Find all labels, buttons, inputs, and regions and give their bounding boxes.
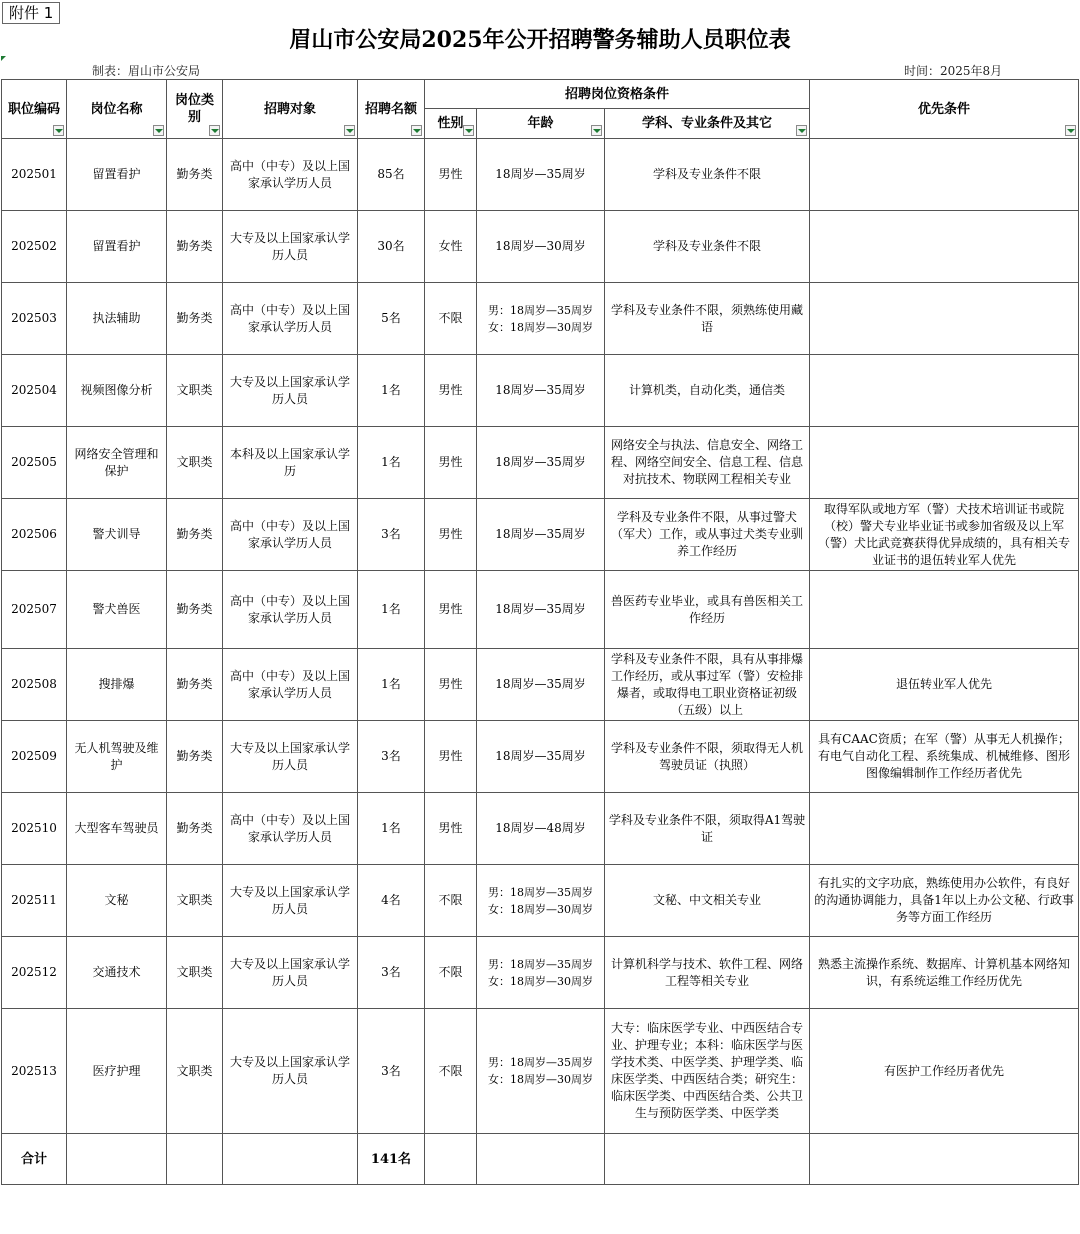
recruit-target-cell: 高中（中专）及以上国家承认学历人员: [223, 649, 358, 721]
header-qualifications: [425, 80, 810, 109]
table-row: [2, 139, 1079, 211]
total-row: [2, 1134, 1079, 1185]
priority-cell: 有扎实的文字功底，熟练使用办公软件，有良好的沟通协调能力，具备1年以上办公文秘、行政事务等方面工作经历: [810, 865, 1079, 937]
table-row: [2, 649, 1079, 721]
recruit-quota-cell: 4名: [358, 865, 425, 937]
gender-cell: 男性: [425, 721, 477, 793]
recruit-target-cell: 大专及以上国家承认学历人员: [223, 937, 358, 1009]
age-female-range: 女：18周岁—30周岁: [488, 320, 593, 334]
position-category-cell: 勤务类: [167, 721, 223, 793]
total-label: 合计: [2, 1134, 67, 1185]
gender-cell: 男性: [425, 139, 477, 211]
header-target: [223, 80, 358, 139]
age-female-range: 女：18周岁—30周岁: [488, 974, 593, 988]
recruit-quota-cell: 1名: [358, 649, 425, 721]
position-code-cell: 202502: [2, 211, 67, 283]
header-major-label: 学科、专业条件及其它: [642, 116, 773, 131]
recruit-quota-cell: 5名: [358, 283, 425, 355]
recruit-quota-cell: 3名: [358, 937, 425, 1009]
gender-cell: 男性: [425, 571, 477, 649]
recruit-target-cell: 高中（中专）及以上国家承认学历人员: [223, 139, 358, 211]
major-cell: 学科及专业条件不限，须取得无人机驾驶员证（执照）: [605, 721, 810, 793]
major-cell: 网络安全与执法、信息安全、网络工程、网络空间安全、信息工程、信息对抗技术、物联网工程相关专业: [605, 427, 810, 499]
age-cell: [477, 865, 605, 937]
recruit-target-cell: 大专及以上国家承认学历人员: [223, 211, 358, 283]
major-cell: 兽医药专业毕业，或具有兽医相关工作经历: [605, 571, 810, 649]
header-major: [605, 109, 810, 139]
recruit-target-cell: 高中（中专）及以上国家承认学历人员: [223, 793, 358, 865]
header-age-label: 年龄: [527, 116, 554, 131]
priority-cell: 熟悉主流操作系统、数据库、计算机基本网络知识，有系统运维工作经历优先: [810, 937, 1079, 1009]
header-code-label: 职位编码: [7, 101, 60, 117]
age-cell: [477, 937, 605, 1009]
position-name-cell: 警犬训导: [67, 499, 167, 571]
header-category: [167, 80, 223, 139]
age-cell: [477, 1009, 605, 1134]
major-cell: 大专：临床医学专业、中西医结合专业、护理专业；本科：临床医学与医学技术类、中医学类、护理学类、临床医学类、中西医结合类；研究生：临床医学类、中西医结合类、公共卫生与预防医学类、中医学类: [605, 1009, 810, 1134]
gender-cell: 男性: [425, 499, 477, 571]
position-category-cell: 勤务类: [167, 793, 223, 865]
header-priority: [810, 80, 1079, 139]
filter-dropdown-icon[interactable]: [344, 125, 355, 136]
recruit-quota-cell: 3名: [358, 721, 425, 793]
priority-cell: [810, 427, 1079, 499]
age-cell: 18周岁—35周岁: [477, 139, 605, 211]
position-category-cell: 勤务类: [167, 499, 223, 571]
header-quota-label: 招聘名额: [364, 101, 417, 117]
major-cell: 计算机类，自动化类，通信类: [605, 355, 810, 427]
position-code-cell: 202513: [2, 1009, 67, 1134]
position-code-cell: 202506: [2, 499, 67, 571]
table-row: [2, 571, 1079, 649]
header-quota: [358, 80, 425, 139]
position-category-cell: 文职类: [167, 937, 223, 1009]
priority-cell: [810, 571, 1079, 649]
table-row: [2, 793, 1079, 865]
table-row: [2, 499, 1079, 571]
major-cell: 学科及专业条件不限，具有从事排爆工作经历，或从事过军（警）安检排爆者，或取得电工职业资格证初级（五级）以上: [605, 649, 810, 721]
recruit-quota-cell: 1名: [358, 793, 425, 865]
position-name-cell: 交通技术: [67, 937, 167, 1009]
empty-cell: [425, 1134, 477, 1185]
filter-dropdown-icon[interactable]: [153, 125, 164, 136]
age-female-range: 女：18周岁—30周岁: [488, 902, 593, 916]
age-cell: 18周岁—35周岁: [477, 499, 605, 571]
gender-cell: 不限: [425, 865, 477, 937]
age-male-range: 男：18周岁—35周岁: [488, 303, 593, 317]
priority-cell: 退伍转业军人优先: [810, 649, 1079, 721]
priority-cell: [810, 793, 1079, 865]
major-cell: 学科及专业条件不限: [605, 139, 810, 211]
filter-dropdown-icon[interactable]: [591, 125, 602, 136]
recruit-quota-cell: 1名: [358, 355, 425, 427]
filter-dropdown-icon[interactable]: [411, 125, 422, 136]
priority-cell: [810, 211, 1079, 283]
header-age: [477, 109, 605, 139]
position-code-cell: 202505: [2, 427, 67, 499]
major-cell: 学科及专业条件不限，须熟练使用藏语: [605, 283, 810, 355]
age-cell: 18周岁—30周岁: [477, 211, 605, 283]
recruit-target-cell: 高中（中专）及以上国家承认学历人员: [223, 571, 358, 649]
header-target-label: 招聘对象: [263, 101, 316, 117]
empty-cell: [167, 1134, 223, 1185]
empty-cell: [67, 1134, 167, 1185]
recruit-target-cell: 大专及以上国家承认学历人员: [223, 355, 358, 427]
gender-cell: 男性: [425, 793, 477, 865]
position-name-cell: 无人机驾驶及维护: [67, 721, 167, 793]
gender-cell: 不限: [425, 937, 477, 1009]
positions-table: [1, 79, 1079, 1185]
age-female-range: 女：18周岁—30周岁: [488, 1073, 593, 1086]
priority-cell: 有医护工作经历者优先: [810, 1009, 1079, 1134]
empty-cell: [223, 1134, 358, 1185]
age-cell: 18周岁—35周岁: [477, 355, 605, 427]
filter-dropdown-icon[interactable]: [53, 125, 64, 136]
maker-label: 制表：眉山市公安局: [92, 64, 201, 78]
header-name: [67, 80, 167, 139]
position-name-cell: 留置看护: [67, 211, 167, 283]
position-category-cell: 文职类: [167, 427, 223, 499]
age-male-range: 男：18周岁—35周岁: [488, 957, 593, 971]
age-male-range: 男：18周岁—35周岁: [488, 1056, 593, 1069]
age-cell: 18周岁—35周岁: [477, 649, 605, 721]
recruit-target-cell: 本科及以上国家承认学历: [223, 427, 358, 499]
gender-cell: 男性: [425, 649, 477, 721]
recruit-quota-cell: 1名: [358, 427, 425, 499]
position-name-cell: 视频图像分析: [67, 355, 167, 427]
position-code-cell: 202504: [2, 355, 67, 427]
position-name-cell: 医疗护理: [67, 1009, 167, 1134]
table-row: [2, 721, 1079, 793]
empty-cell: [477, 1134, 605, 1185]
recruit-quota-cell: 30名: [358, 211, 425, 283]
position-code-cell: 202508: [2, 649, 67, 721]
header-category-label: 岗位类别: [174, 93, 214, 125]
position-category-cell: 勤务类: [167, 283, 223, 355]
recruit-quota-cell: 3名: [358, 499, 425, 571]
age-male-range: 男：18周岁—35周岁: [488, 885, 593, 899]
position-name-cell: 警犬兽医: [67, 571, 167, 649]
major-cell: 文秘、中文相关专业: [605, 865, 810, 937]
empty-cell: [605, 1134, 810, 1185]
recruit-target-cell: 高中（中专）及以上国家承认学历人员: [223, 499, 358, 571]
position-category-cell: 勤务类: [167, 571, 223, 649]
priority-cell: 具有CAAC资质；在军（警）从事无人机操作；有电气自动化工程、系统集成、机械维修、图形图像编辑制作工作经历者优先: [810, 721, 1079, 793]
priority-cell: [810, 283, 1079, 355]
header-code: [2, 80, 67, 139]
filter-dropdown-icon[interactable]: [463, 125, 474, 136]
gender-cell: 男性: [425, 427, 477, 499]
header-qualifications-label: 招聘岗位资格条件: [565, 86, 670, 102]
recruit-target-cell: 大专及以上国家承认学历人员: [223, 721, 358, 793]
filter-dropdown-icon[interactable]: [1065, 125, 1076, 136]
position-name-cell: 大型客车驾驶员: [67, 793, 167, 865]
major-cell: 学科及专业条件不限，从事过警犬（军犬）工作，或从事过犬类专业驯养工作经历: [605, 499, 810, 571]
priority-cell: 取得军队或地方军（警）犬技术培训证书或院（校）警犬专业毕业证书或参加省级及以上军（警）犬比武竞赛获得优异成绩的，具有相关专业证书的退伍转业军人优先: [810, 499, 1079, 571]
position-category-cell: 文职类: [167, 865, 223, 937]
position-code-cell: 202503: [2, 283, 67, 355]
recruit-quota-cell: 1名: [358, 571, 425, 649]
age-cell: 18周岁—35周岁: [477, 721, 605, 793]
header-name-label: 岗位名称: [90, 101, 143, 117]
empty-cell: [810, 1134, 1079, 1185]
major-cell: 计算机科学与技术、软件工程、网络工程等相关专业: [605, 937, 810, 1009]
position-category-cell: 勤务类: [167, 649, 223, 721]
priority-cell: [810, 355, 1079, 427]
time-label: 时间：2025年8月: [904, 64, 1003, 78]
position-category-cell: 文职类: [167, 1009, 223, 1134]
age-cell: [477, 283, 605, 355]
priority-cell: [810, 139, 1079, 211]
page-title: 眉山市公安局2025年公开招聘警务辅助人员职位表: [289, 27, 791, 53]
position-category-cell: 文职类: [167, 355, 223, 427]
position-code-cell: 202512: [2, 937, 67, 1009]
age-cell: 18周岁—48周岁: [477, 793, 605, 865]
position-code-cell: 202501: [2, 139, 67, 211]
table-row: [2, 211, 1079, 283]
gender-cell: 男性: [425, 355, 477, 427]
major-cell: 学科及专业条件不限: [605, 211, 810, 283]
filter-dropdown-icon[interactable]: [209, 125, 220, 136]
recruit-quota-cell: 3名: [358, 1009, 425, 1134]
table-body: [2, 139, 1079, 1134]
age-cell: 18周岁—35周岁: [477, 571, 605, 649]
gender-cell: 不限: [425, 1009, 477, 1134]
position-code-cell: 202507: [2, 571, 67, 649]
position-code-cell: 202511: [2, 865, 67, 937]
attachment-label: 附件 1: [2, 2, 60, 24]
position-name-cell: 文秘: [67, 865, 167, 937]
header-gender: [425, 109, 477, 139]
table-row: [2, 1009, 1079, 1134]
age-cell: 18周岁—35周岁: [477, 427, 605, 499]
major-cell: 学科及专业条件不限，须取得A1驾驶证: [605, 793, 810, 865]
position-name-cell: 网络安全管理和保护: [67, 427, 167, 499]
total-quota: 141名: [358, 1134, 425, 1185]
recruit-target-cell: 高中（中专）及以上国家承认学历人员: [223, 283, 358, 355]
table-row: [2, 937, 1079, 1009]
header-priority-label: 优先条件: [918, 101, 971, 117]
recruit-target-cell: 大专及以上国家承认学历人员: [223, 1009, 358, 1134]
table-row: [2, 427, 1079, 499]
position-category-cell: 勤务类: [167, 211, 223, 283]
filter-dropdown-icon[interactable]: [796, 125, 807, 136]
recruit-quota-cell: 85名: [358, 139, 425, 211]
table-row: [2, 355, 1079, 427]
gender-cell: 女性: [425, 211, 477, 283]
table-row: [2, 865, 1079, 937]
table-row: [2, 283, 1079, 355]
position-code-cell: 202509: [2, 721, 67, 793]
position-code-cell: 202510: [2, 793, 67, 865]
gender-cell: 不限: [425, 283, 477, 355]
recruit-target-cell: 大专及以上国家承认学历人员: [223, 865, 358, 937]
position-name-cell: 执法辅助: [67, 283, 167, 355]
position-category-cell: 勤务类: [167, 139, 223, 211]
position-name-cell: 留置看护: [67, 139, 167, 211]
header-gender-label: 性别: [437, 116, 464, 131]
position-name-cell: 搜排爆: [67, 649, 167, 721]
